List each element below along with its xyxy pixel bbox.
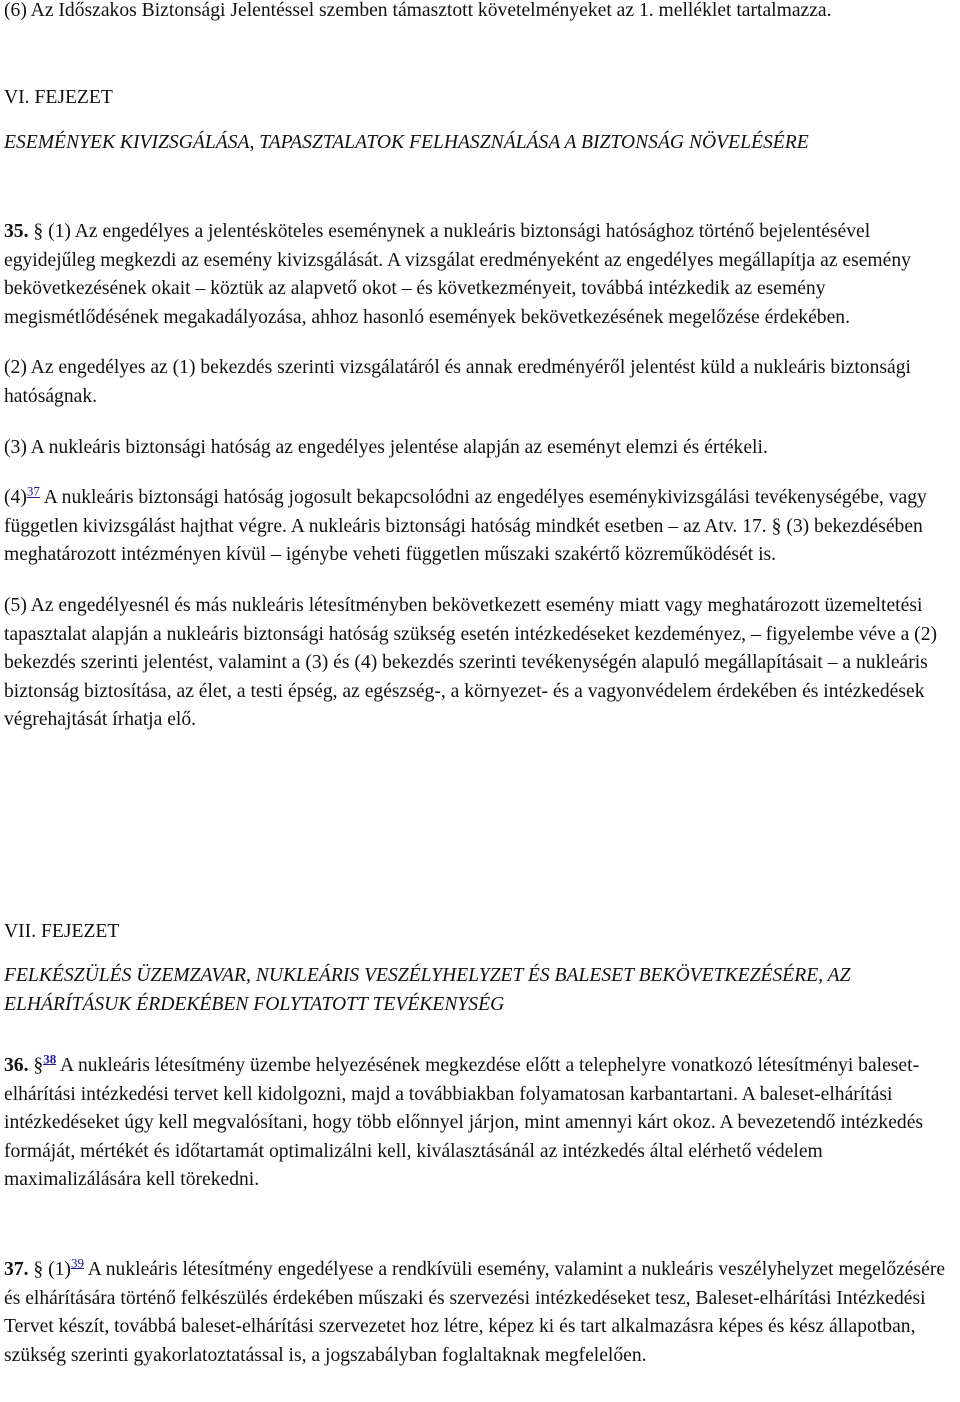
section-36-symbol[interactable]: §	[33, 1055, 44, 1076]
atv-section-symbol[interactable]: §	[771, 515, 782, 537]
section-35-para-1-text: (1) Az engedélyes a jelentésköteles eseménynek a nukleáris biztonsági hatósághoz történő bejelentésével egyidejűleg megkezdi az esemény kivizsgálását. A vizsgálat eredményeként az engedélyes megállapítja az esemény bekövetkezésének okait – köztük az alapvető okot – és következményeit, továbbá intézkedik az esemény megismétlődésének megakadályozása, ahhoz hasonló események bekövetkezésének megelőzése érdekében.	[4, 221, 911, 328]
footnote-39-link[interactable]: 39	[70, 1255, 84, 1271]
chapter-7-title: FELKÉSZÜLÉS ÜZEMZAVAR, NUKLEÁRIS VESZÉLYHELYZET ÉS BALESET BEKÖVETKEZÉSÉRE, AZ ELHÁRÍTÁSUK ÉRDEKÉBEN FOLYTATOTT TEVÉKENYSÉG	[4, 965, 851, 1015]
footnote-38-link[interactable]: 38	[43, 1051, 57, 1067]
section-36-text: A nukleáris létesítmény üzembe helyezésének megkezdése előtt a telephelyre vonatkozó létesítményi baleset-elhárítási intézkedési tervet kell kidolgozni, majd a továbbiakban folyamatosan karbantartani. A baleset-elhárítási intézkedéseket úgy kell megvalósítani, hogy több előnnyel járjon, mint amennyi kárt okoz. A bevezetendő intézkedés formáját, mértékét és időtartamát optimalizálni kell, kiválasztásánál az intézkedés által elérhető védelem maximalizálására kell törekedni.	[4, 1055, 924, 1191]
section-35-number: 35.	[4, 221, 29, 242]
footnote-37-link[interactable]: 37	[26, 483, 40, 499]
section-35-para-4-label: (4)	[4, 487, 27, 509]
section-35-para-3: (3) A nukleáris biztonsági hatóság az engedélyes jelentése alapján az eseményt elemzi és értékeli.	[4, 436, 768, 458]
section-35-symbol[interactable]: §	[33, 221, 44, 242]
section-37-text: A nukleáris létesítmény engedélyese a rendkívüli esemény, valamint a nukleáris veszélyhelyzet megelőzésére és elhárítására történő felkészülés érdekében műszaki és szervezési intézkedéseket tesz, Baleset-elhárítási Intézkedési Tervet készít, továbbá baleset-elhárítási szervezetet hoz létre, képez ki és tart alkalmazásra képes és kész állapotban, szükség szerinti gyakorlatoztatással is, a jogszabályban foglaltaknak megfelelően.	[4, 1259, 946, 1366]
section-37-number: 37.	[4, 1259, 29, 1280]
chapter-6-title: ESEMÉNYEK KIVIZSGÁLÁSA, TAPASZTALATOK FELHASZNÁLÁSA A BIZTONSÁG NÖVELÉSÉRE	[4, 132, 809, 153]
chapter-7-heading: VII. FEJEZET	[4, 921, 120, 942]
section-35-para-1	[4, 218, 956, 332]
section-36-number: 36.	[4, 1055, 29, 1076]
section-35-para-2: (2) Az engedélyes az (1) bekezdés szerinti vizsgálatáról és annak eredményéről jelentést küld a nukleáris biztonsági hatóságnak.	[4, 357, 911, 407]
section-35	[4, 218, 956, 735]
chapter-6-heading: VI. FEJEZET	[4, 87, 113, 108]
section-36	[4, 1052, 956, 1195]
section-37-para-1-label: (1)	[48, 1259, 71, 1280]
paragraph-6: (6) Az Időszakos Biztonsági Jelentéssel szemben támasztott követelményeket az 1. melléklet tartalmazza.	[4, 0, 832, 21]
section-35-para-5: (5) Az engedélyesnél és más nukleáris létesítményben bekövetkezett esemény miatt vagy meghatározott üzemeltetési tapasztalat alapján a nukleáris biztonsági hatóság szükség esetén intézkedéseket kezdeményez, – figyelembe véve a (2) bekezdés szerinti jelentést, valamint a (3) és (4) bekezdés szerinti tevékenységén alapuló megállapításait – a nukleáris biztonság biztosítása, az élet, a testi épség, az egészség-, a környezet- és a vagyonvédelem érdekében és intézkedések végrehajtását írhatja elő.	[4, 594, 938, 731]
section-35-para-4	[4, 484, 956, 570]
section-35-para-4-text: A nukleáris biztonsági hatóság jogosult bekapcsolódni az engedélyes eseménykivizsgálási tevékenységébe, vagy független kivizsgálást hajthat végre. A nukleáris biztonsági hatóság mindkét esetben – az Atv. 17.	[4, 487, 927, 537]
section-37-symbol[interactable]: §	[33, 1259, 44, 1280]
section-37	[4, 1256, 956, 1370]
section-35-para-4-tail: (3) bekezdésében meghatározott intézményen kívül – igénybe veheti független műszaki szakértő közreműködését is.	[4, 515, 923, 566]
